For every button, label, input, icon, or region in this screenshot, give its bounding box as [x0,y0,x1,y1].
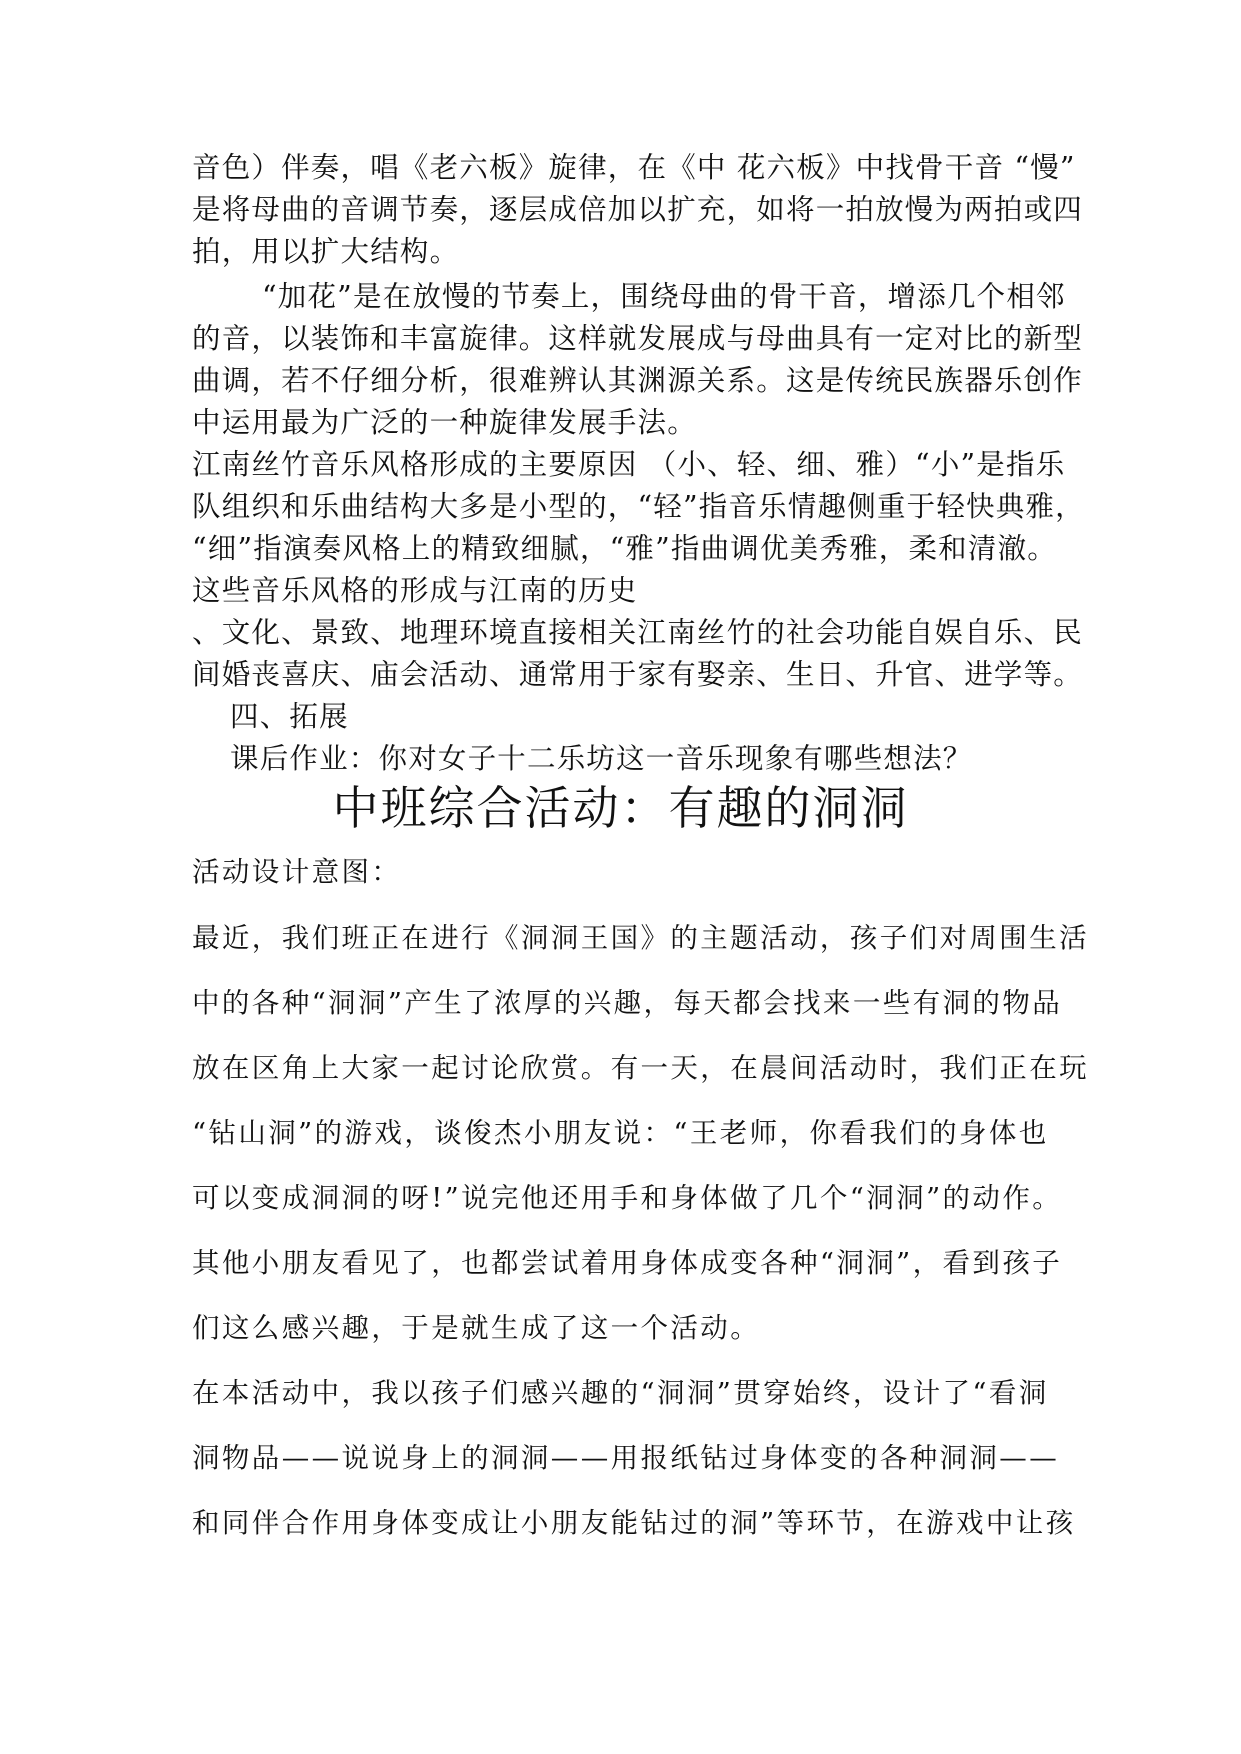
paragraph-line: 这些音乐风格的形成与江南的历史 [192,574,638,607]
paragraph-line: 们这么感兴趣，于是就生成了这一个活动。 [192,1312,761,1344]
section-heading: 四、拓展 [230,700,349,733]
paragraph-line: 其他小朋友看见了，也都尝试着用身体成变各种“洞洞”，看到孩子 [192,1247,1063,1279]
paragraph-line: 队组织和乐曲结构大多是小型的，“轻”指音乐情趣侧重于轻快典雅， [192,490,1085,523]
paragraph-line: “钻山洞”的游戏，谈俊杰小朋友说：“王老师，你看我们的身体也 [192,1117,1049,1149]
subheading: 活动设计意图： [192,856,402,888]
paragraph-line: 拍，用以扩大结构。 [192,235,460,268]
paragraph-line: 音色）伴奏，唱《老六板》旋律，在《中 花六板》中找骨干音 “慢” [192,151,1076,184]
paragraph-line: 曲调，若不仔细分析，很难辨认其渊源关系。这是传统民族器乐创作 [192,364,1084,397]
paragraph-line: 的音，以装饰和丰富旋律。这样就发展成与母曲具有一定对比的新型 [192,322,1084,355]
paragraph-line: 放在区角上大家一起讨论欣赏。有一天，在晨间活动时，我们正在玩 [192,1052,1089,1084]
paragraph-line: 江南丝竹音乐风格形成的主要原因 （小、轻、细、雅）“小”是指乐 [192,448,1066,481]
paragraph-line: 洞物品——说说身上的洞洞——用报纸钻过身体变的各种洞洞—— [192,1442,1060,1474]
paragraph-line: 是将母曲的音调节奏，逐层成倍加以扩充，如将一拍放慢为两拍或四 [192,193,1084,226]
paragraph-line: 、文化、景致、地理环境直接相关江南丝竹的社会功能自娱自乐、民 [192,616,1084,649]
paragraph-line: 和同伴合作用身体变成让小朋友能钻过的洞”等环节，在游戏中让孩 [192,1507,1076,1539]
paragraph-line: “加花”是在放慢的节奏上，围绕母曲的骨干音，增添几个相邻 [262,280,1066,313]
paragraph-line: 在本活动中，我以孩子们感兴趣的“洞洞”贯穿始终，设计了“看洞 [192,1377,1049,1409]
homework-line: 课后作业：你对女子十二乐坊这一音乐现象有哪些想法？ [230,742,973,775]
paragraph-line: 间婚丧喜庆、庙会活动、通常用于家有娶亲、生日、升官、进学等。 [192,658,1084,691]
paragraph-line: 最近，我们班正在进行《洞洞王国》的主题活动，孩子们对周围生活 [192,922,1089,954]
activity-title: 中班综合活动：有趣的洞洞 [332,781,909,835]
paragraph-line: 可以变成洞洞的呀!”说完他还用手和身体做了几个“洞洞”的动作。 [192,1182,1063,1214]
paragraph-line: “细”指演奏风格上的精致细腻，“雅”指曲调优美秀雅，柔和清澈。 [192,532,1057,565]
paragraph-line: 中运用最为广泛的一种旋律发展手法。 [192,406,697,439]
paragraph-line: 中的各种“洞洞”产生了浓厚的兴趣，每天都会找来一些有洞的物品 [192,987,1063,1019]
